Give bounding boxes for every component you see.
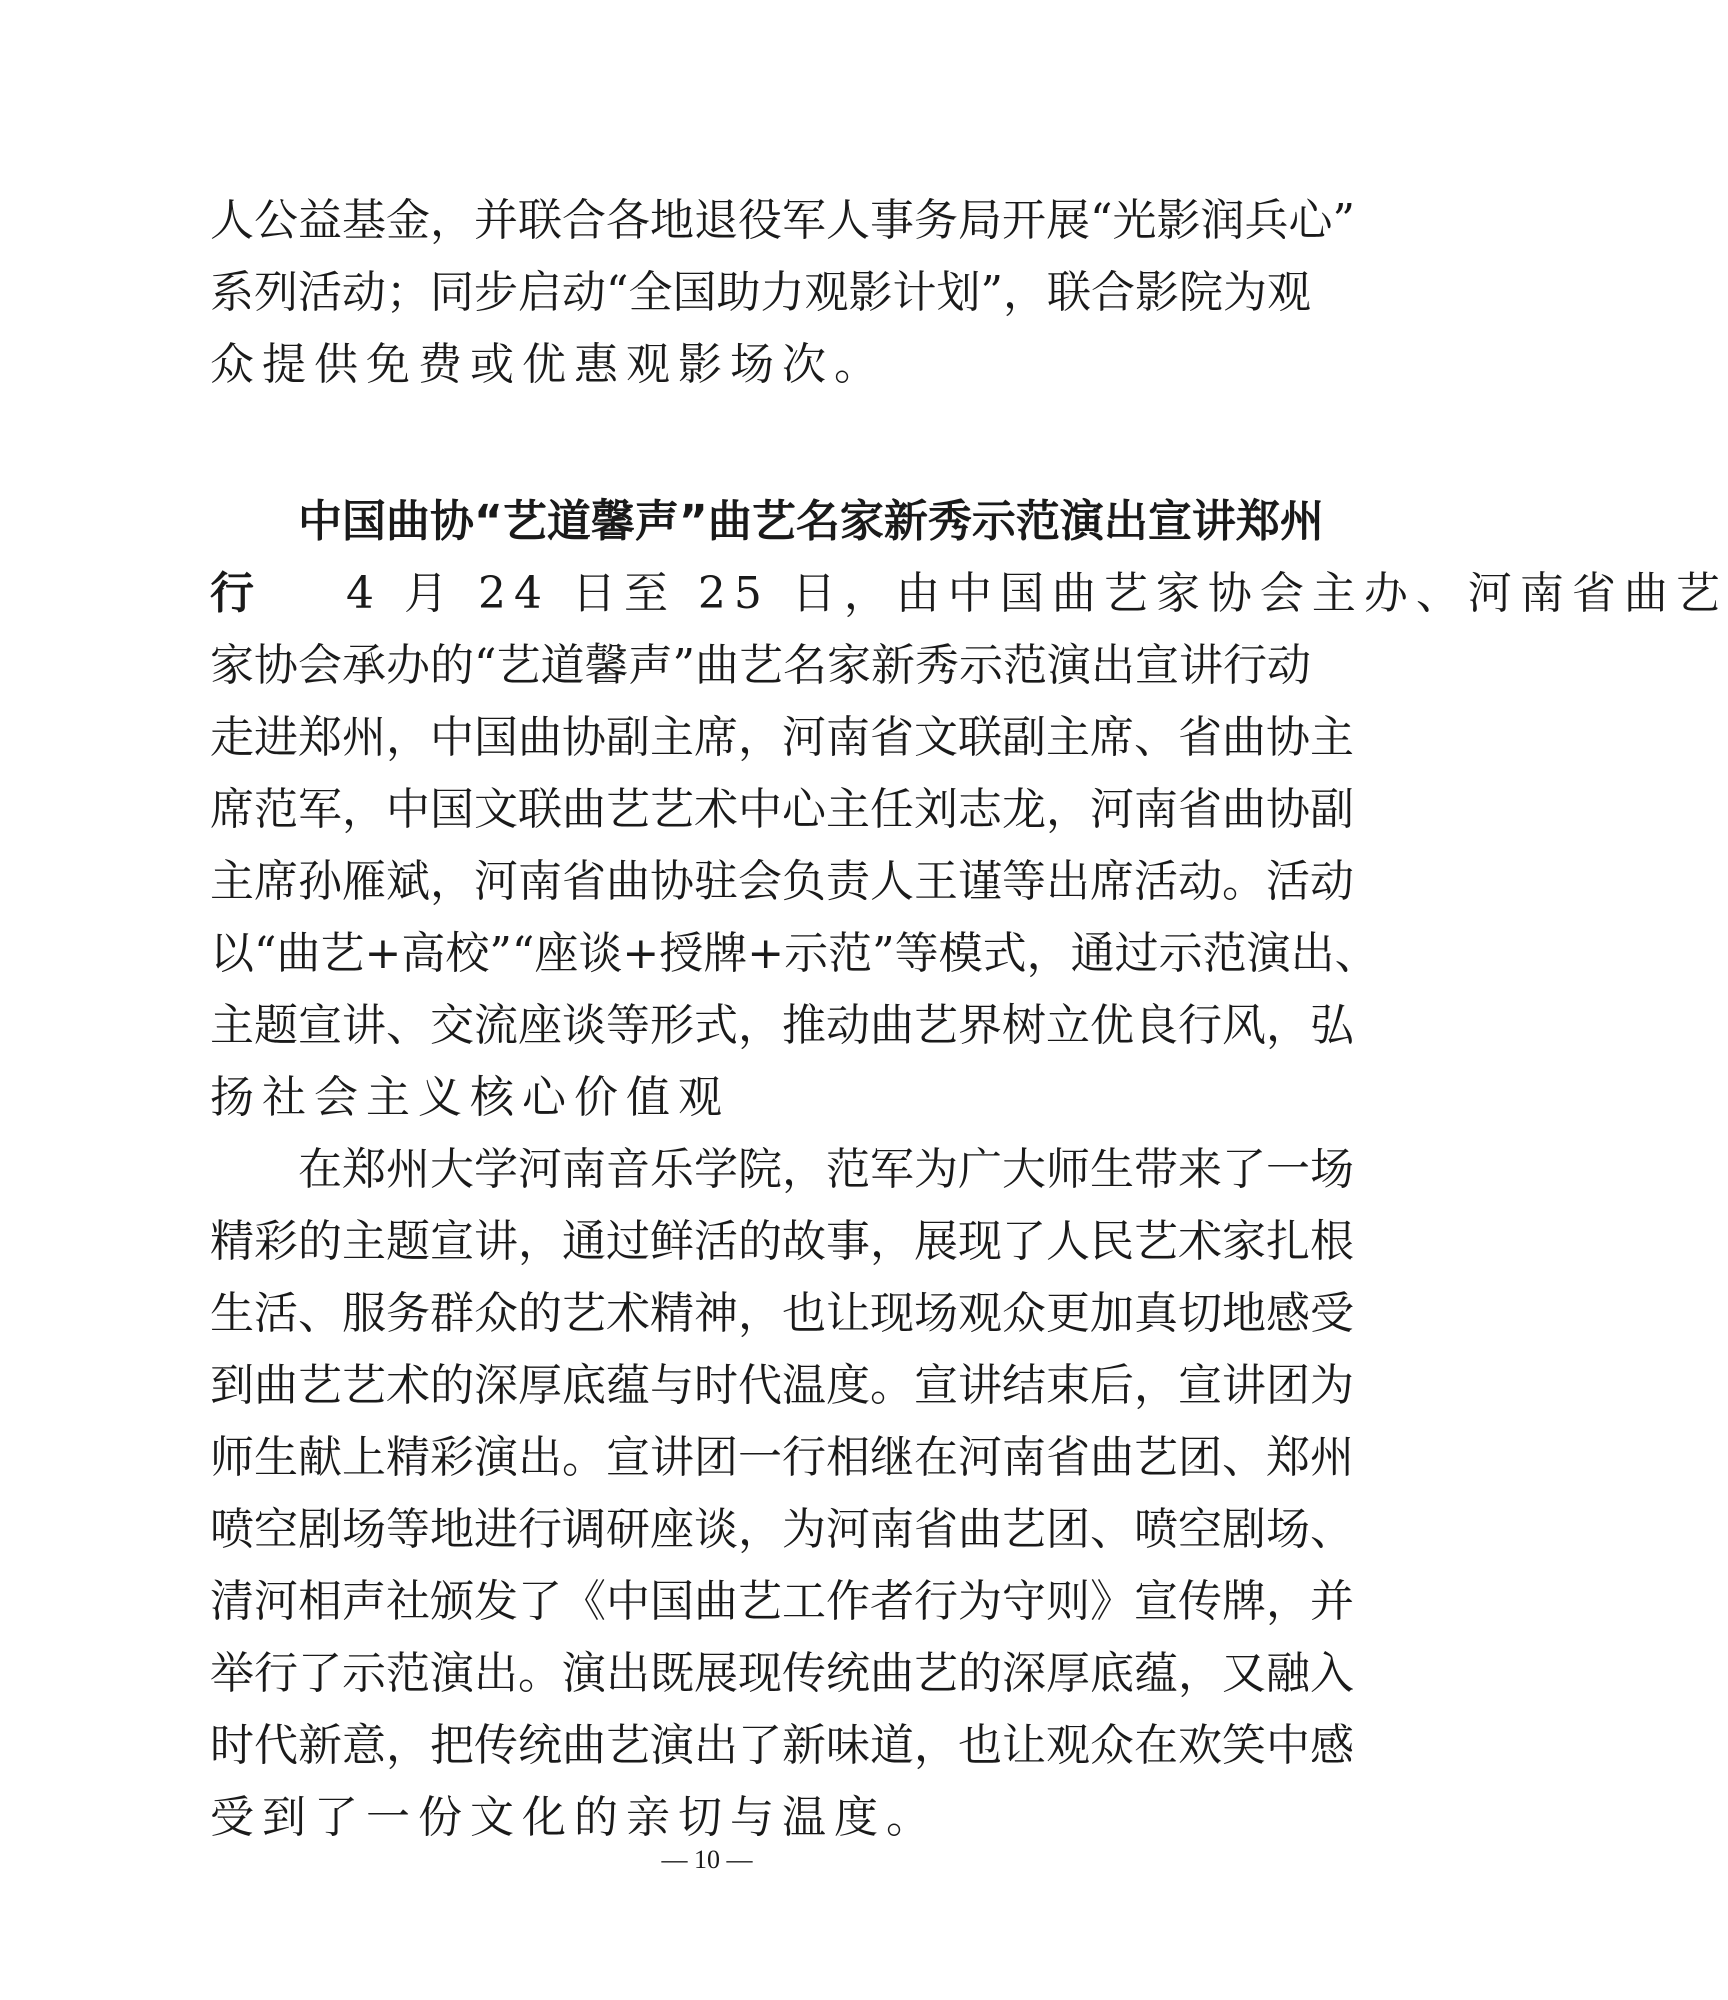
text-line: 精彩的主题宣讲，通过鲜活的故事，展现了人民艺术家扎根 <box>210 1216 1354 1267</box>
text-line: 扬社会主义核心价值观 <box>210 1072 730 1123</box>
paragraph-spacer <box>210 401 1210 486</box>
text-line: 家协会承办的“艺道馨声”曲艺名家新秀示范演出宣讲行动 <box>210 640 1311 691</box>
text-line: 席范军，中国文联曲艺艺术中心主任刘志龙，河南省曲协副 <box>210 784 1354 835</box>
document-body <box>210 185 1728 1854</box>
paragraph-lead-text: 4 月 24 日至 25 日，由中国曲艺家协会主办、河南省曲艺 <box>346 568 1728 619</box>
text-line: 喷空剧场等地进行调研座谈，为河南省曲艺团、喷空剧场、 <box>210 1504 1354 1555</box>
text-line: 主题宣讲、交流座谈等形式，推动曲艺界树立优良行风，弘 <box>210 1000 1354 1051</box>
paragraph-music-college <box>210 1134 1354 1854</box>
text-line: 到曲艺艺术的深厚底蕴与时代温度。宣讲结束后，宣讲团为 <box>210 1360 1354 1411</box>
text-line: 系列活动；同步启动“全国助力观影计划”，联合影院为观 <box>210 267 1311 318</box>
section-quyi-zhengzhou <box>210 486 1728 1134</box>
text-line: 以“曲艺+高校”“座谈+授牌+示范”等模式，通过示范演出、 <box>210 928 1379 979</box>
text-line: 受到了一份文化的亲切与温度。 <box>210 1792 938 1843</box>
text-line: 在郑州大学河南音乐学院，范军为广大师生带来了一场 <box>298 1144 1354 1195</box>
section-heading: 中国曲协“艺道馨声”曲艺名家新秀示范演出宣讲郑州 <box>298 496 1324 547</box>
text-line: 时代新意，把传统曲艺演出了新味道，也让观众在欢笑中感 <box>210 1720 1354 1771</box>
text-line: 众提供免费或优惠观影场次。 <box>210 339 886 390</box>
text-line: 举行了示范演出。演出既展现传统曲艺的深厚底蕴，又融入 <box>210 1648 1354 1699</box>
text-line: 走进郑州，中国曲协副主席，河南省文联副主席、省曲协主 <box>210 712 1354 763</box>
paragraph-public-welfare <box>210 185 1355 401</box>
text-line: 主席孙雁斌，河南省曲协驻会负责人王谨等出席活动。活动 <box>210 856 1354 907</box>
text-line: 生活、服务群众的艺术精神，也让现场观众更加真切地感受 <box>210 1288 1354 1339</box>
page-number: — 10 — <box>661 1845 753 1874</box>
text-line: 师生献上精彩演出。宣讲团一行相继在河南省曲艺团、郑州 <box>210 1432 1354 1483</box>
text-line <box>210 558 1728 630</box>
section-heading-continuation: 行 <box>210 568 262 619</box>
text-line: 清河相声社颁发了《中国曲艺工作者行为守则》宣传牌，并 <box>210 1576 1354 1627</box>
text-line: 人公益基金，并联合各地退役军人事务局开展“光影润兵心” <box>210 195 1355 246</box>
